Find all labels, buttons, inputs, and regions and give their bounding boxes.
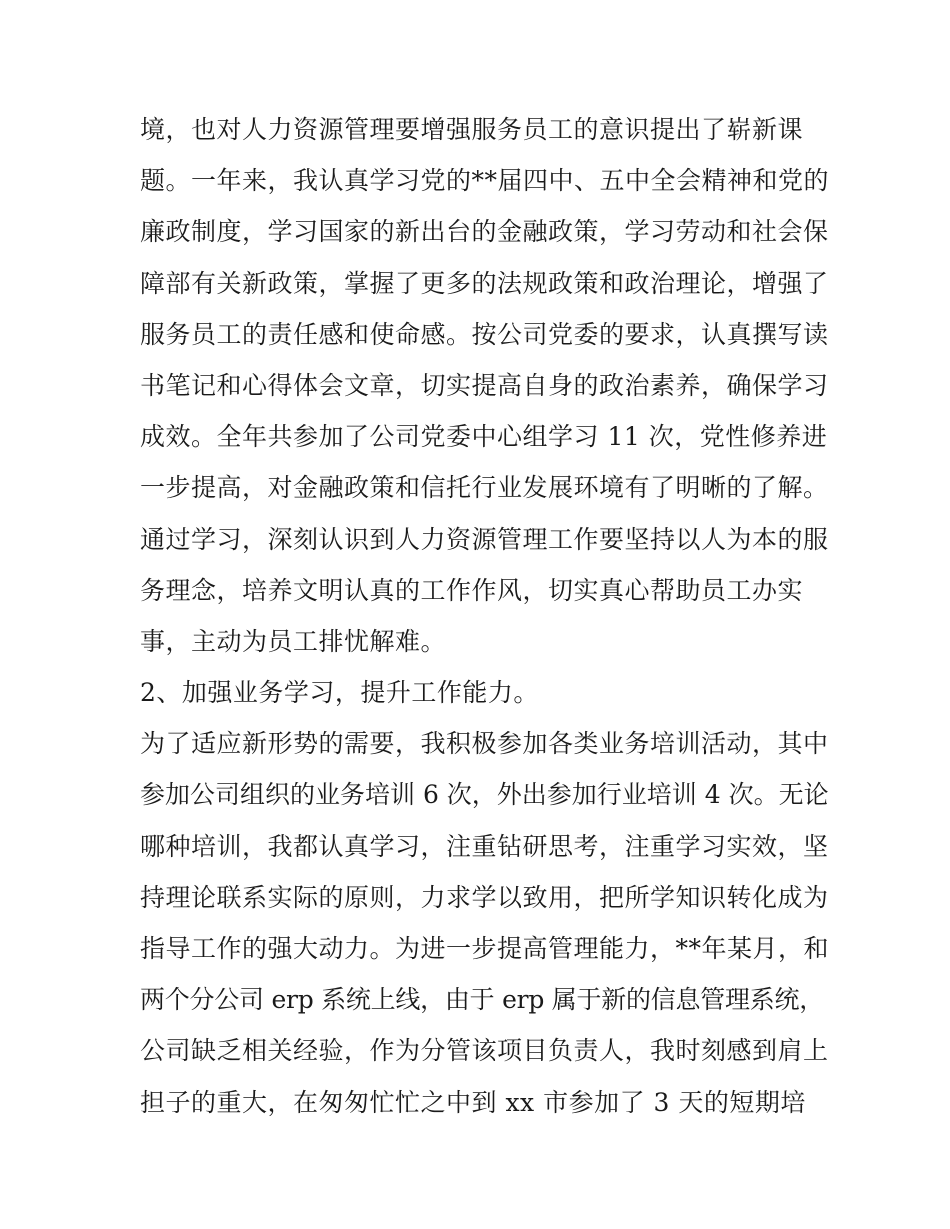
text-line: 指导工作的强大动力。为进一步提高管理能力，**年某月，和 <box>140 934 830 963</box>
text-line: 书笔记和心得体会文章，切实提高自身的政治素养，确保学习 <box>140 370 829 400</box>
text-line: 担子的重大，在匆匆忙忙之中到 xx 市参加了 3 天的短期培 <box>140 1087 806 1117</box>
section-heading: 2、加强业务学习，提升工作能力。 <box>140 678 539 708</box>
text-line: 事，主动为员工排忧解难。 <box>140 626 447 656</box>
text-line: 障部有关新政策，掌握了更多的法规政策和政治理论，增强了 <box>140 268 829 298</box>
text-line: 务理念，培养文明认真的工作作风，切实真心帮助员工办实 <box>140 575 804 605</box>
text-line: 成效。全年共参加了公司党委中心组学习 11 次，党性修养进 <box>140 422 828 452</box>
text-line: 哪种培训，我都认真学习，注重钻研思考，注重学习实效，坚 <box>140 831 829 861</box>
text-line: 两个分公司 erp 系统上线，由于 erp 属于新的信息管理系统， <box>140 985 825 1015</box>
text-line: 通过学习，深刻认识到人力资源管理工作要坚持以人为本的服 <box>140 524 829 554</box>
text-line: 境，也对人力资源管理要增强服务员工的意识提出了崭新课 <box>140 115 804 144</box>
text-line: 一步提高，对金融政策和信托行业发展环境有了明晰的了解。 <box>140 473 829 503</box>
text-line: 题。一年来，我认真学习党的**届四中、五中全会精神和党的 <box>140 166 830 196</box>
text-line: 持理论联系实际的原则，力求学以致用，把所学知识转化成为 <box>140 882 829 912</box>
text-line: 为了适应新形势的需要，我积极参加各类业务培训活动，其中 <box>140 729 829 759</box>
text-line: 服务员工的责任感和使命感。按公司党委的要求，认真撰写读 <box>140 319 829 349</box>
document-body <box>140 104 830 1128</box>
text-line: 廉政制度，学习国家的新出台的金融政策，学习劳动和社会保 <box>140 217 829 247</box>
text-line: 参加公司组织的业务培训 6 次，外出参加行业培训 4 次。无论 <box>140 780 829 810</box>
text-line: 公司缺乏相关经验，作为分管该项目负责人，我时刻感到肩上 <box>140 1036 829 1066</box>
